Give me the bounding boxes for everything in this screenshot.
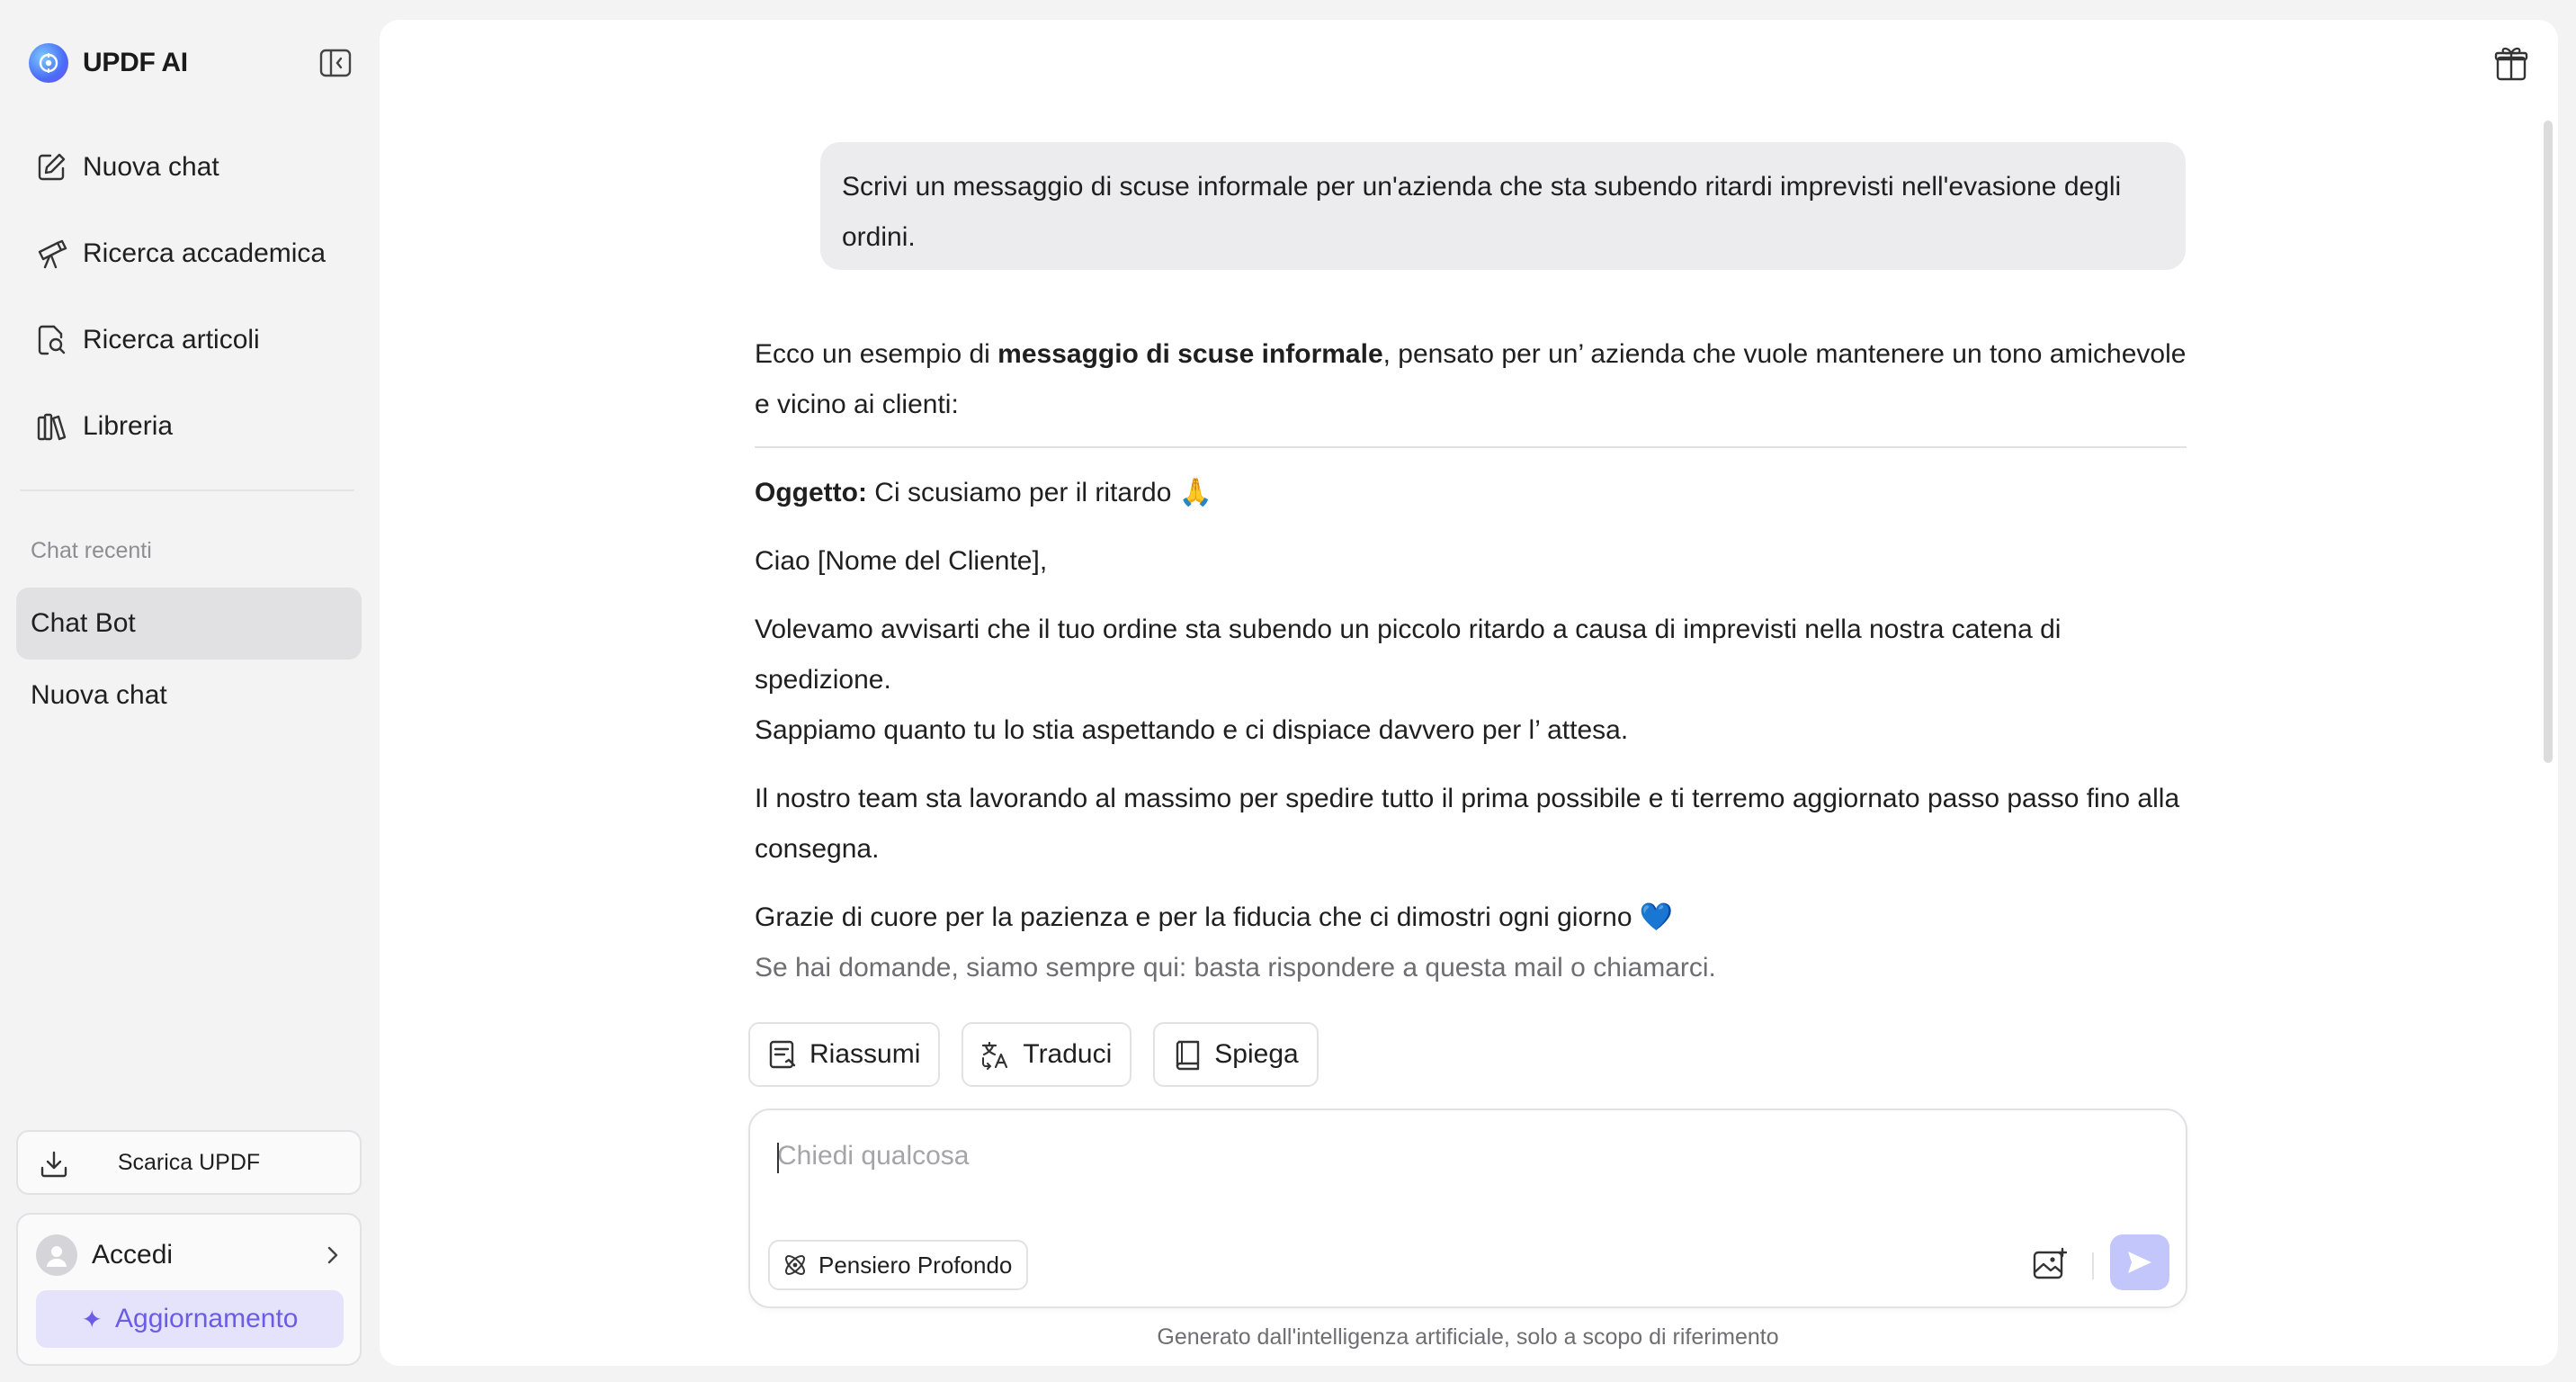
download-updf-button[interactable] xyxy=(16,1130,362,1195)
sidebar-nav xyxy=(18,124,360,470)
sparkle-icon: ✦ xyxy=(81,1305,103,1333)
ai-disclaimer: Generato dall'intelligenza artificiale, solo a scopo di riferimento xyxy=(1157,1324,1779,1350)
answer-paragraph: Se hai domande, siamo sempre qui: basta rispondere a questa mail o chiamarci. xyxy=(755,953,1716,983)
upgrade-button[interactable] xyxy=(36,1290,344,1348)
recent-chats-list xyxy=(16,588,362,731)
image-upload-icon[interactable] xyxy=(2029,1243,2071,1285)
sidebar-item-new-chat[interactable] xyxy=(18,124,360,211)
deep-thinking-label: Pensiero Profondo xyxy=(818,1251,1013,1279)
recent-chat-item[interactable]: Nuova chat xyxy=(31,680,167,710)
file-search-icon xyxy=(34,323,68,357)
quick-action-label: Traduci xyxy=(1023,1039,1113,1069)
sidebar-item-academic-search[interactable] xyxy=(18,211,360,297)
translate-icon xyxy=(979,1038,1012,1071)
answer-paragraph: Sappiamo quanto tu lo stia aspettando e ci dispiace davvero per l’ attesa. xyxy=(755,715,1629,745)
sign-in-label: Accedi xyxy=(92,1240,174,1270)
sign-in-row[interactable] xyxy=(36,1233,342,1278)
upgrade-label: Aggiornamento xyxy=(115,1304,299,1333)
quick-action-label: Spiega xyxy=(1214,1039,1299,1069)
brand-name: UPDF AI xyxy=(83,48,188,77)
avatar xyxy=(36,1234,77,1276)
sidebar-item-label: Libreria xyxy=(83,411,174,441)
brand[interactable] xyxy=(29,43,188,83)
download-label: Scarica UPDF xyxy=(117,1149,261,1175)
telescope-icon xyxy=(34,237,68,271)
updf-logo-icon xyxy=(29,43,68,83)
chat-input[interactable] xyxy=(777,1135,2036,1177)
send-button[interactable] xyxy=(2110,1234,2169,1290)
chat-scrollbar[interactable] xyxy=(2544,121,2553,763)
sidebar-item-label: Ricerca articoli xyxy=(83,325,260,354)
quick-actions xyxy=(748,1022,1340,1087)
edit-icon xyxy=(34,150,68,184)
collapse-sidebar-icon[interactable] xyxy=(318,47,353,79)
chat-panel xyxy=(380,20,2558,1366)
sidebar-divider xyxy=(20,489,354,491)
library-icon xyxy=(34,409,68,444)
summarize-icon xyxy=(766,1038,799,1071)
user-message: Scrivi un messaggio di scuse informale per un'azienda che sta subendo ritardi imprevisti nell'evasione degli ordini. xyxy=(820,142,2186,270)
answer-subject: Oggetto: Ci scusiamo per il ritardo 🙏 xyxy=(755,478,1213,507)
sidebar-item-article-search[interactable] xyxy=(18,297,360,383)
composer-divider xyxy=(2092,1252,2094,1279)
answer-greeting: Ciao [Nome del Cliente], xyxy=(755,546,1048,576)
account-card xyxy=(16,1213,362,1366)
deep-thinking-toggle[interactable] xyxy=(768,1240,1028,1290)
book-icon xyxy=(1171,1038,1203,1071)
answer-paragraph: Il nostro team sta lavorando al massimo per spedire tutto il prima possibile e ti terremo aggiornato passo passo fino alla consegna. xyxy=(755,784,2180,864)
gift-icon[interactable] xyxy=(2491,43,2531,83)
quick-action-label: Riassumi xyxy=(809,1039,921,1069)
send-icon xyxy=(2125,1249,2154,1276)
explain-button[interactable] xyxy=(1153,1022,1318,1087)
sidebar-item-label: Ricerca accademica xyxy=(83,238,326,268)
text-caret xyxy=(777,1143,779,1173)
recent-chats-title: Chat recenti xyxy=(31,538,152,563)
atom-icon xyxy=(781,1251,809,1279)
translate-button[interactable] xyxy=(962,1022,1131,1087)
sidebar xyxy=(0,0,376,1382)
answer-intro: Ecco un esempio di messaggio di scuse informale, pensato per un’ azienda che vuole mantenere un tono amichevole e vicino ai clienti: xyxy=(755,339,2187,419)
answer-paragraph: Volevamo avvisarti che il tuo ordine sta subendo un piccolo ritardo a causa di imprevisti nella nostra catena di spedizione. xyxy=(755,615,2062,695)
message-composer xyxy=(748,1108,2187,1308)
answer-paragraph: Grazie di cuore per la pazienza e per la fiducia che ci dimostri ogni giorno 💙 xyxy=(755,902,1674,932)
sidebar-item-library[interactable] xyxy=(18,383,360,470)
answer-divider xyxy=(755,446,2187,448)
recent-chat-item[interactable]: Chat Bot xyxy=(16,588,362,660)
summarize-button[interactable] xyxy=(748,1022,940,1087)
sidebar-item-label: Nuova chat xyxy=(83,152,219,182)
chevron-right-icon xyxy=(324,1244,342,1266)
assistant-answer xyxy=(755,329,2187,993)
